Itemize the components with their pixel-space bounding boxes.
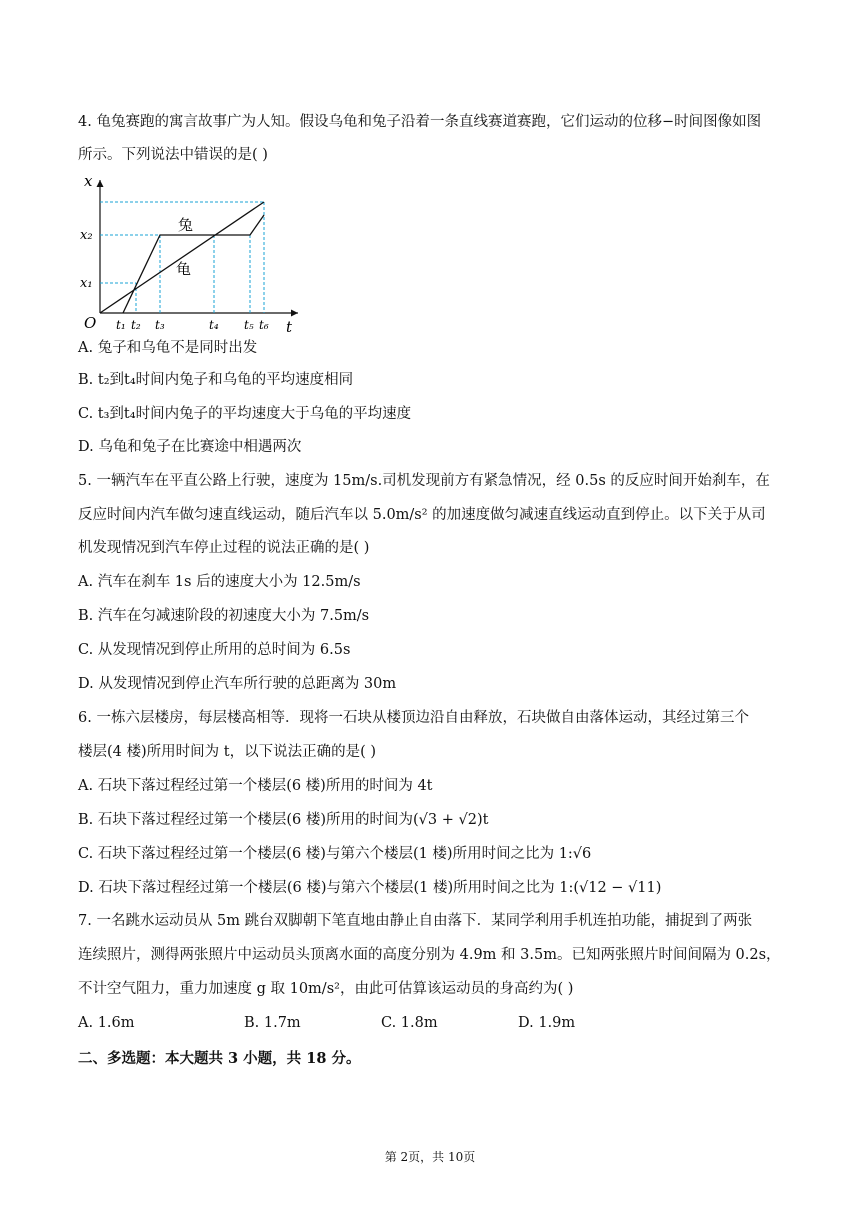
q4-option-d: D. 乌龟和兔子在比赛途中相遇两次 bbox=[78, 439, 302, 455]
q4-stem-line1: 4. 龟兔赛跑的寓言故事广为人知。假设乌龟和兔子沿着一条直线赛道赛跑，它们运动的位移−时间图像如图 bbox=[78, 114, 762, 130]
q5-stem-line3: 机发现情况到汽车停止过程的说法正确的是( ) bbox=[78, 540, 370, 556]
rabbit-line bbox=[123, 215, 264, 313]
q6-stem-line1: 6. 一栋六层楼房，每层楼高相等．现将一石块从楼顶边沿自由释放，石块做自由落体运动，其经过第三个 bbox=[78, 710, 749, 726]
q7-option-d: D. 1.9m bbox=[518, 1015, 576, 1031]
page-footer: 第 2页，共 10页 bbox=[384, 1150, 476, 1164]
rabbit-label: 兔 bbox=[178, 216, 194, 234]
q6-option-a: A. 石块下落过程经过第一个楼层(6 楼)所用的时间为 4t bbox=[78, 778, 433, 794]
x-tick-t3: t₃ bbox=[155, 318, 165, 332]
x-tick-t1: t₁ bbox=[116, 318, 126, 332]
q7-stem-line1: 7. 一名跳水运动员从 5m 跳台双脚朝下笔直地由静止自由落下．某同学利用手机连拍功能，捕捉到了两张 bbox=[78, 913, 753, 929]
q7-stem-line3: 不计空气阻力，重力加速度 g 取 10m/s²，由此可估算该运动员的身高约为( ) bbox=[78, 981, 574, 997]
q6-option-c: C. 石块下落过程经过第一个楼层(6 楼)与第六个楼层(1 楼)所用时间之比为 1:√6 bbox=[78, 846, 592, 862]
q5-option-d: D. 从发现情况到停止汽车所行驶的总距离为 30m bbox=[78, 676, 397, 692]
x-tick-t2: t₂ bbox=[131, 318, 141, 332]
q4-option-c: C. t₃到t₄时间内兔子的平均速度大于乌龟的平均速度 bbox=[78, 406, 412, 422]
q7-option-b: B. 1.7m bbox=[244, 1015, 301, 1031]
x-tick-t5: t₅ bbox=[244, 318, 254, 332]
q6-stem-line2: 楼层(4 楼)所用时间为 t，以下说法正确的是( ) bbox=[78, 744, 377, 760]
q5-option-a: A. 汽车在刹车 1s 后的速度大小为 12.5m/s bbox=[78, 574, 361, 590]
q7-option-a: A. 1.6m bbox=[78, 1015, 135, 1031]
turtle-label: 龟 bbox=[176, 260, 192, 278]
q4-stem-line2: 所示。下列说法中错误的是( ) bbox=[78, 147, 268, 163]
q5-option-b: B. 汽车在匀减速阶段的初速度大小为 7.5m/s bbox=[78, 608, 370, 624]
q4-xt-graph bbox=[78, 170, 308, 335]
q7-option-c: C. 1.8m bbox=[381, 1015, 438, 1031]
x-tick-t4: t₄ bbox=[209, 318, 219, 332]
q5-stem-line1: 5. 一辆汽车在平直公路上行驶，速度为 15m/s.司机发现前方有紧急情况，经 0.5s 的反应时间开始刹车，在 bbox=[78, 473, 770, 489]
q7-options-row bbox=[78, 1012, 778, 1034]
x-axis-label: t bbox=[286, 318, 293, 335]
section-2-title: 二、多选题：本大题共 3 小题，共 18 分。 bbox=[78, 1050, 361, 1067]
q6-option-d: D. 石块下落过程经过第一个楼层(6 楼)与第六个楼层(1 楼)所用时间之比为 1:(√12 − √11) bbox=[78, 880, 662, 896]
q5-stem-line2: 反应时间内汽车做匀速直线运动，随后汽车以 5.0m/s² 的加速度做匀减速直线运动直到停止。以下关于从司 bbox=[78, 507, 766, 523]
y-axis-label: x bbox=[84, 172, 93, 190]
q4-graph-svg bbox=[78, 170, 308, 335]
y-tick-x2: x₂ bbox=[80, 228, 93, 243]
x-tick-t6: t₆ bbox=[259, 318, 269, 332]
y-tick-x1: x₁ bbox=[80, 276, 93, 291]
origin-label: O bbox=[84, 314, 97, 332]
q4-option-a: A. 兔子和乌龟不是同时出发 bbox=[78, 340, 258, 356]
q4-option-b: B. t₂到t₄时间内兔子和乌龟的平均速度相同 bbox=[78, 372, 354, 388]
q5-option-c: C. 从发现情况到停止所用的总时间为 6.5s bbox=[78, 642, 351, 658]
q6-option-b: B. 石块下落过程经过第一个楼层(6 楼)所用的时间为(√3 + √2)t bbox=[78, 812, 489, 828]
q7-stem-line2: 连续照片，测得两张照片中运动员头顶离水面的高度分别为 4.9m 和 3.5m。已知两张照片时间间隔为 0.2s， bbox=[78, 947, 781, 963]
